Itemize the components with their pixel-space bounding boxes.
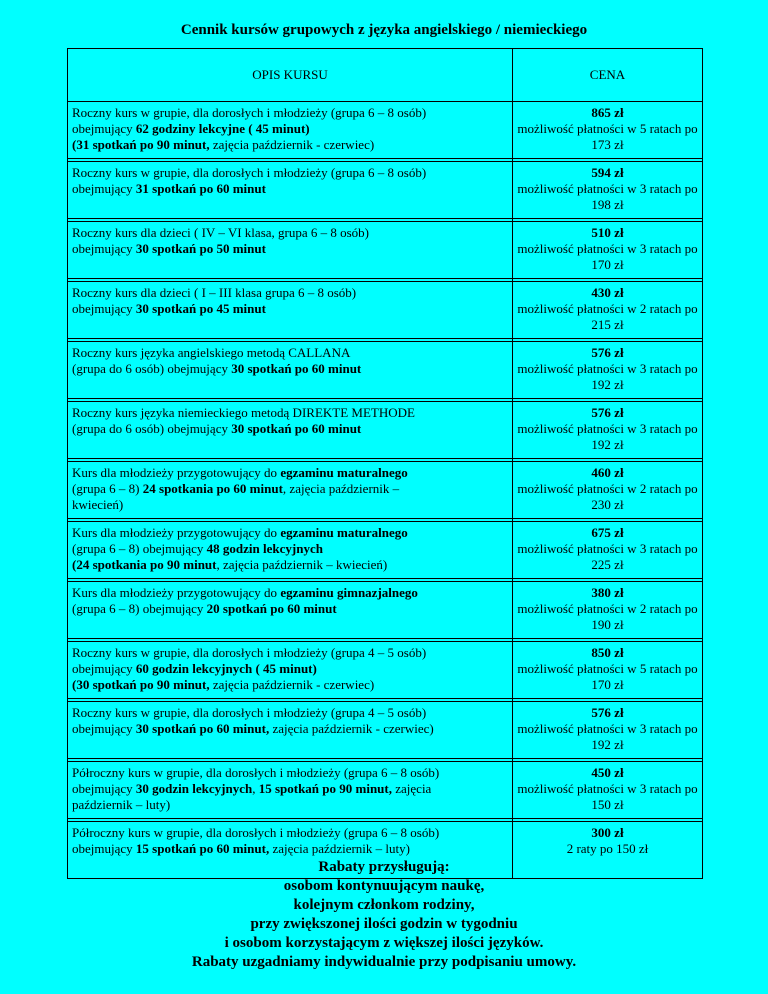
- description-text: Półroczny kurs w grupie, dla dorosłych i młodzieży (grupa 6 – 8 osób): [72, 825, 440, 840]
- description-text: październik – luty): [72, 797, 171, 812]
- table-row: [68, 282, 703, 339]
- description-text: obejmujący: [72, 781, 136, 796]
- course-price: [513, 762, 703, 819]
- table-row: [68, 462, 703, 519]
- installment-note: możliwość płatności w 2 ratach po 215 zł: [517, 301, 698, 332]
- course-price: [513, 282, 703, 339]
- installment-note: możliwość płatności w 3 ratach po 225 zł: [517, 541, 698, 572]
- installment-note: możliwość płatności w 3 ratach po 198 zł: [517, 181, 698, 212]
- course-description: [68, 462, 513, 519]
- course-price: [513, 402, 703, 459]
- course-description: [68, 222, 513, 279]
- course-price: [513, 102, 703, 159]
- installment-note: możliwość płatności w 3 ratach po 150 zł: [517, 781, 698, 812]
- description-text: Roczny kurs dla dzieci ( IV – VI klasa, grupa 6 – 8 osób): [72, 225, 370, 240]
- discounts-note: [0, 858, 768, 972]
- course-description: [68, 762, 513, 819]
- description-text: Roczny kurs w grupie, dla dorosłych i młodzieży (grupa 6 – 8 osób): [72, 105, 427, 120]
- description-text: egzaminu maturalnego: [280, 525, 408, 540]
- course-description: [68, 402, 513, 459]
- price-amount: 380 zł: [591, 585, 624, 600]
- price-amount: 576 zł: [591, 345, 624, 360]
- description-text: (grupa 6 – 8): [72, 481, 143, 496]
- description-text: 30 spotkań po 50 minut: [135, 241, 266, 256]
- price-amount: 576 zł: [591, 705, 624, 720]
- discount-line: Rabaty przysługują:: [318, 859, 450, 875]
- description-text: 24 spotkania po 60 minut: [142, 481, 283, 496]
- description-text: Półroczny kurs w grupie, dla dorosłych i młodzieży (grupa 6 – 8 osób): [72, 765, 440, 780]
- course-description: [68, 282, 513, 339]
- description-text: Roczny kurs języka angielskiego metodą CALLANA: [72, 345, 351, 360]
- description-text: egzaminu gimnazjalnego: [280, 585, 418, 600]
- price-table: [67, 48, 703, 879]
- price-amount: 510 zł: [591, 225, 624, 240]
- course-price: [513, 342, 703, 399]
- table-row: [68, 102, 703, 159]
- course-price: [513, 222, 703, 279]
- description-text: 30 godzin lekcyjnych: [135, 781, 253, 796]
- table-row: [68, 642, 703, 699]
- installment-note: możliwość płatności w 2 ratach po 230 zł: [517, 481, 698, 512]
- description-text: zajęcia październik – luty): [269, 841, 410, 856]
- description-text: Roczny kurs w grupie, dla dorosłych i młodzieży (grupa 4 – 5 osób): [72, 705, 427, 720]
- description-text: 15 spotkań po 90 minut,: [258, 781, 392, 796]
- price-amount: 450 zł: [591, 765, 624, 780]
- description-text: 60 godzin lekcyjnych ( 45 minut): [135, 661, 317, 676]
- description-text: ,: [252, 781, 259, 796]
- description-text: (grupa do 6 osób) obejmujący: [72, 421, 232, 436]
- description-text: obejmujący: [72, 841, 136, 856]
- table-row: [68, 162, 703, 219]
- description-text: obejmujący: [72, 121, 136, 136]
- description-text: obejmujący: [72, 301, 136, 316]
- discount-line: osobom kontynuującym naukę,: [283, 878, 485, 894]
- price-amount: 300 zł: [591, 825, 624, 840]
- page-title: Cennik kursów grupowych z języka angielskiego / niemieckiego: [180, 22, 588, 38]
- table-row: [68, 582, 703, 639]
- course-description: [68, 582, 513, 639]
- table-row: [68, 402, 703, 459]
- course-description: [68, 162, 513, 219]
- description-text: 15 spotkań po 60 minut,: [135, 841, 270, 856]
- description-text: egzaminu maturalnego: [280, 465, 408, 480]
- installment-note: możliwość płatności w 3 ratach po 192 zł: [517, 361, 698, 392]
- column-header-price: CENA: [513, 49, 703, 102]
- description-text: , zajęcia październik –: [282, 481, 400, 496]
- description-text: 48 godzin lekcyjnych: [206, 541, 323, 556]
- description-text: 30 spotkań po 60 minut: [231, 361, 362, 376]
- course-price: [513, 582, 703, 639]
- discount-line: Rabaty uzgadniamy indywidualnie przy podpisaniu umowy.: [191, 954, 577, 970]
- description-text: Kurs dla młodzieży przygotowujący do: [72, 585, 281, 600]
- description-text: (grupa 6 – 8) obejmujący: [72, 601, 207, 616]
- description-text: zajęcia październik - czerwiec): [209, 137, 375, 152]
- description-text: Roczny kurs w grupie, dla dorosłych i młodzieży (grupa 6 – 8 osób): [72, 165, 427, 180]
- column-header-description: OPIS KURSU: [68, 49, 513, 102]
- description-text: 31 spotkań po 60 minut: [135, 181, 266, 196]
- installment-note: możliwość płatności w 3 ratach po 192 zł: [517, 721, 698, 752]
- description-text: 30 spotkań po 45 minut: [135, 301, 266, 316]
- description-text: kwiecień): [72, 497, 124, 512]
- description-text: Kurs dla młodzieży przygotowujący do: [72, 525, 281, 540]
- table-row: [68, 222, 703, 279]
- description-text: obejmujący: [72, 181, 136, 196]
- description-text: (30 spotkań po 90 minut,: [72, 677, 210, 692]
- discount-line: i osobom korzystającym z większej ilości języków.: [224, 935, 544, 951]
- description-text: (24 spotkania po 90 minut: [72, 557, 217, 572]
- price-amount: 576 zł: [591, 405, 624, 420]
- price-amount: 460 zł: [591, 465, 624, 480]
- table-row: [68, 762, 703, 819]
- table-row: [68, 522, 703, 579]
- description-text: Kurs dla młodzieży przygotowujący do: [72, 465, 281, 480]
- price-amount: 675 zł: [591, 525, 624, 540]
- installment-note: możliwość płatności w 5 ratach po 170 zł: [517, 661, 698, 692]
- description-text: zajęcia październik - czerwiec): [269, 721, 434, 736]
- table-row: [68, 342, 703, 399]
- course-description: [68, 342, 513, 399]
- description-text: zajęcia: [392, 781, 432, 796]
- installment-note: możliwość płatności w 5 ratach po 173 zł: [517, 121, 698, 152]
- installment-note: możliwość płatności w 2 ratach po 190 zł: [517, 601, 698, 632]
- price-amount: 594 zł: [591, 165, 624, 180]
- course-price: [513, 162, 703, 219]
- course-description: [68, 102, 513, 159]
- table-row: [68, 702, 703, 759]
- price-amount: 430 zł: [591, 285, 624, 300]
- description-text: 30 spotkań po 60 minut,: [135, 721, 270, 736]
- price-amount: 850 zł: [591, 645, 624, 660]
- description-text: (grupa do 6 osób) obejmujący: [72, 361, 232, 376]
- description-text: 30 spotkań po 60 minut: [231, 421, 362, 436]
- installment-note: 2 raty po 150 zł: [566, 841, 649, 856]
- course-price: [513, 702, 703, 759]
- description-text: Roczny kurs języka niemieckiego metodą DIREKTE METHODE: [72, 405, 415, 420]
- description-text: obejmujący: [72, 241, 136, 256]
- installment-note: możliwość płatności w 3 ratach po 170 zł: [517, 241, 698, 272]
- installment-note: możliwość płatności w 3 ratach po 192 zł: [517, 421, 698, 452]
- course-description: [68, 642, 513, 699]
- price-amount: 865 zł: [591, 105, 624, 120]
- course-description: [68, 522, 513, 579]
- description-text: obejmujący: [72, 661, 136, 676]
- course-price: [513, 462, 703, 519]
- description-text: (grupa 6 – 8) obejmujący: [72, 541, 207, 556]
- course-description: [68, 702, 513, 759]
- description-text: , zajęcia październik – kwiecień): [216, 557, 388, 572]
- course-price: [513, 642, 703, 699]
- description-text: Roczny kurs w grupie, dla dorosłych i młodzieży (grupa 4 – 5 osób): [72, 645, 427, 660]
- description-text: 62 godziny lekcyjne ( 45 minut): [135, 121, 310, 136]
- description-text: Roczny kurs dla dzieci ( I – III klasa grupa 6 – 8 osób): [72, 285, 357, 300]
- discount-line: przy zwiększonej ilości godzin w tygodniu: [250, 916, 518, 932]
- discount-line: kolejnym członkom rodziny,: [293, 897, 475, 913]
- description-text: zajęcia październik - czerwiec): [209, 677, 375, 692]
- description-text: obejmujący: [72, 721, 136, 736]
- course-price: [513, 522, 703, 579]
- description-text: (31 spotkań po 90 minut,: [72, 137, 210, 152]
- description-text: 20 spotkań po 60 minut: [206, 601, 337, 616]
